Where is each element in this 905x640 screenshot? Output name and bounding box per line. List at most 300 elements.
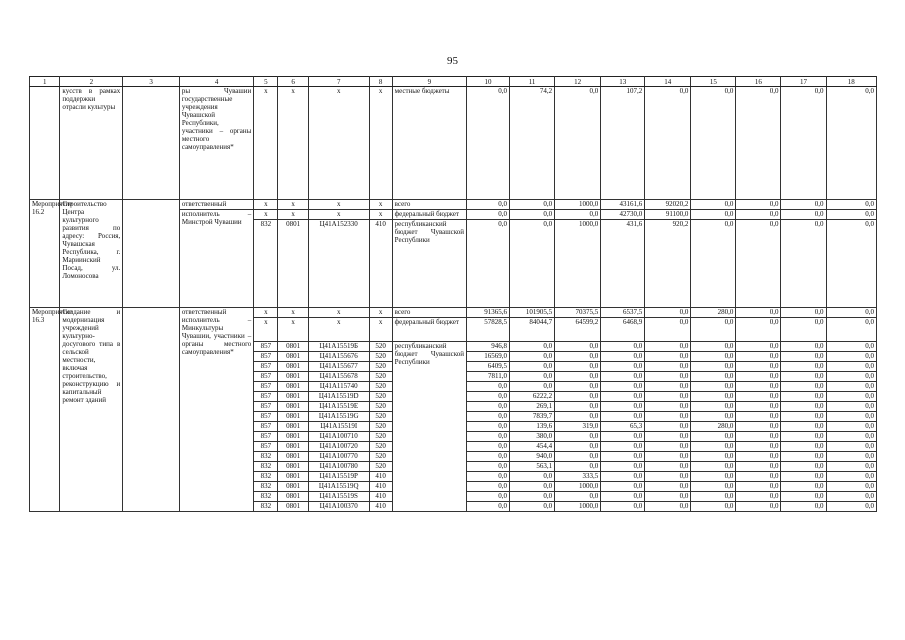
value-cell: 0,0	[736, 210, 781, 220]
value-cell: 0,0	[555, 382, 601, 392]
table-cell	[123, 200, 180, 308]
header-cell: 8	[369, 77, 392, 87]
value-cell: 0,0	[467, 482, 510, 492]
header-cell: 17	[781, 77, 826, 87]
value-cell: 0,0	[826, 502, 876, 512]
value-cell: 0,0	[736, 362, 781, 372]
value-cell: 0,0	[645, 482, 691, 492]
table-cell: 0801	[278, 372, 308, 382]
value-cell: 0,0	[736, 492, 781, 502]
value-cell: 0,0	[510, 362, 555, 372]
value-cell: 0,0	[645, 372, 691, 382]
table-cell: 857	[254, 422, 278, 432]
value-cell: 0,0	[826, 392, 876, 402]
value-cell: 1000,0	[555, 200, 601, 210]
value-cell: 70375,5	[555, 308, 601, 318]
value-cell: 0,0	[736, 352, 781, 362]
value-cell: 0,0	[826, 87, 876, 200]
value-cell: 0,0	[826, 412, 876, 422]
table-cell: Ц41А15519D	[308, 392, 369, 402]
value-cell: 0,0	[467, 492, 510, 502]
table-cell: x	[308, 210, 369, 220]
value-cell: 0,0	[826, 492, 876, 502]
value-cell: 6468,9	[601, 318, 645, 342]
table-cell: 410	[369, 502, 392, 512]
value-cell: 0,0	[467, 220, 510, 308]
value-cell: 0,0	[645, 452, 691, 462]
table-cell: 832	[254, 462, 278, 472]
table-cell: 857	[254, 382, 278, 392]
header-cell: 11	[510, 77, 555, 87]
value-cell: 0,0	[601, 482, 645, 492]
value-cell: 0,0	[826, 432, 876, 442]
value-cell: 139,6	[510, 422, 555, 432]
value-cell: 0,0	[467, 472, 510, 482]
value-cell: 0,0	[781, 362, 826, 372]
value-cell: 0,0	[555, 402, 601, 412]
table-cell: x	[308, 318, 369, 342]
table-cell: x	[254, 318, 278, 342]
value-cell: 0,0	[467, 462, 510, 472]
header-cell: 16	[736, 77, 781, 87]
value-cell: 0,0	[781, 462, 826, 472]
value-cell: 0,0	[601, 412, 645, 422]
table-cell: 0801	[278, 342, 308, 352]
value-cell: 333,5	[555, 472, 601, 482]
value-cell: 0,0	[781, 412, 826, 422]
value-cell: 0,0	[691, 352, 736, 362]
table-cell: 857	[254, 412, 278, 422]
value-cell: 1000,0	[555, 502, 601, 512]
value-cell: 0,0	[691, 87, 736, 200]
value-cell: 16569,0	[467, 352, 510, 362]
value-cell: 0,0	[736, 200, 781, 210]
table-cell: Ц41А15519S	[308, 492, 369, 502]
value-cell: 0,0	[826, 452, 876, 462]
header-cell: 5	[254, 77, 278, 87]
value-cell: 0,0	[645, 362, 691, 372]
header-cell: 7	[308, 77, 369, 87]
table-cell: Ц41А15519E	[308, 402, 369, 412]
value-cell: 0,0	[555, 412, 601, 422]
value-cell: 0,0	[601, 452, 645, 462]
value-cell: 0,0	[781, 432, 826, 442]
table-cell: Ц41А15519G	[308, 412, 369, 422]
table-cell: ответственный	[179, 200, 253, 210]
value-cell: 0,0	[467, 87, 510, 200]
value-cell: 0,0	[601, 352, 645, 362]
value-cell: 0,0	[781, 87, 826, 200]
value-cell: 0,0	[826, 472, 876, 482]
table-cell: x	[369, 87, 392, 200]
value-cell: 0,0	[601, 402, 645, 412]
table-cell: 857	[254, 392, 278, 402]
value-cell: 42730,0	[601, 210, 645, 220]
value-cell: 0,0	[601, 392, 645, 402]
value-cell: 0,0	[691, 402, 736, 412]
value-cell: 0,0	[691, 482, 736, 492]
table-cell	[30, 87, 60, 200]
value-cell: 0,0	[645, 502, 691, 512]
value-cell: 0,0	[736, 422, 781, 432]
header-cell: 10	[467, 77, 510, 87]
table-cell: 0801	[278, 422, 308, 432]
value-cell: 0,0	[510, 220, 555, 308]
value-cell: 74,2	[510, 87, 555, 200]
value-cell: 0,0	[467, 210, 510, 220]
value-cell: 0,0	[601, 502, 645, 512]
table-cell: x	[278, 200, 308, 210]
table-cell: x	[369, 210, 392, 220]
value-cell: 107,2	[601, 87, 645, 200]
value-cell: 0,0	[645, 492, 691, 502]
table-cell: x	[254, 87, 278, 200]
value-cell: 84044,7	[510, 318, 555, 342]
value-cell: 0,0	[645, 352, 691, 362]
value-cell: 0,0	[510, 210, 555, 220]
value-cell: 0,0	[467, 402, 510, 412]
value-cell: 269,1	[510, 402, 555, 412]
table-cell: Ц41А100780	[308, 462, 369, 472]
value-cell: 0,0	[467, 392, 510, 402]
table-cell: 520	[369, 412, 392, 422]
table-cell: 410	[369, 220, 392, 308]
value-cell: 0,0	[691, 412, 736, 422]
table-cell: Ц41А15519I	[308, 422, 369, 432]
table-cell: 0801	[278, 482, 308, 492]
value-cell: 0,0	[691, 372, 736, 382]
value-cell: 0,0	[736, 308, 781, 318]
value-cell: 0,0	[555, 372, 601, 382]
value-cell: 0,0	[691, 342, 736, 352]
value-cell: 0,0	[736, 502, 781, 512]
value-cell: 380,0	[510, 432, 555, 442]
value-cell: 0,0	[645, 412, 691, 422]
value-cell: 0,0	[467, 452, 510, 462]
value-cell: 0,0	[645, 462, 691, 472]
table-cell: Ц41А152330	[308, 220, 369, 308]
table-cell: Ц41А100370	[308, 502, 369, 512]
value-cell: 0,0	[781, 502, 826, 512]
table-cell: x	[278, 318, 308, 342]
table-cell: x	[369, 318, 392, 342]
value-cell: 0,0	[510, 492, 555, 502]
value-cell: 563,1	[510, 462, 555, 472]
table-body	[30, 77, 877, 512]
table-cell: 857	[254, 442, 278, 452]
value-cell: 7839,7	[510, 412, 555, 422]
header-cell: 13	[601, 77, 645, 87]
value-cell: 1000,0	[555, 220, 601, 308]
budget-table	[29, 76, 877, 512]
table-cell: x	[278, 308, 308, 318]
table-cell: 832	[254, 472, 278, 482]
table-cell: x	[308, 308, 369, 318]
table-cell: 857	[254, 402, 278, 412]
table-cell: Ц41А100770	[308, 452, 369, 462]
value-cell: 0,0	[781, 318, 826, 342]
header-cell: 18	[826, 77, 876, 87]
value-cell: 946,8	[467, 342, 510, 352]
value-cell: 0,0	[691, 472, 736, 482]
value-cell: 0,0	[645, 87, 691, 200]
table-cell: x	[369, 200, 392, 210]
value-cell: 64599,2	[555, 318, 601, 342]
table-cell: 410	[369, 482, 392, 492]
table-cell: 0801	[278, 382, 308, 392]
table-cell: 832	[254, 452, 278, 462]
value-cell: 0,0	[467, 412, 510, 422]
table-cell: Ц41А155676	[308, 352, 369, 362]
table-cell: Ц41А100710	[308, 432, 369, 442]
value-cell: 0,0	[601, 472, 645, 482]
value-cell: 0,0	[781, 422, 826, 432]
value-cell: 0,0	[826, 402, 876, 412]
value-cell: 0,0	[691, 220, 736, 308]
value-cell: 940,0	[510, 452, 555, 462]
value-cell: 0,0	[645, 318, 691, 342]
value-cell: 0,0	[691, 362, 736, 372]
value-cell: 0,0	[645, 432, 691, 442]
table-cell: x	[254, 308, 278, 318]
value-cell: 0,0	[555, 392, 601, 402]
value-cell: 431,6	[601, 220, 645, 308]
value-cell: 0,0	[467, 200, 510, 210]
table-cell: 0801	[278, 502, 308, 512]
table-cell: Ц41А15519Б	[308, 342, 369, 352]
value-cell: 0,0	[781, 492, 826, 502]
value-cell: 920,2	[645, 220, 691, 308]
value-cell: 0,0	[826, 352, 876, 362]
value-cell: 280,0	[691, 422, 736, 432]
table-cell: 857	[254, 352, 278, 362]
value-cell: 0,0	[555, 492, 601, 502]
value-cell: 0,0	[601, 362, 645, 372]
table-cell: 410	[369, 492, 392, 502]
header-cell: 6	[278, 77, 308, 87]
source-cell: всего	[392, 200, 466, 210]
measure-id: Мероприятие 16.3	[30, 308, 60, 512]
value-cell: 91365,6	[467, 308, 510, 318]
value-cell: 0,0	[736, 432, 781, 442]
value-cell: 0,0	[781, 392, 826, 402]
value-cell: 0,0	[781, 200, 826, 210]
value-cell: 0,0	[691, 318, 736, 342]
table-cell: 520	[369, 462, 392, 472]
table-cell: x	[308, 87, 369, 200]
value-cell: 0,0	[555, 432, 601, 442]
table-cell: Ц41А15519P	[308, 472, 369, 482]
table-cell	[123, 308, 180, 512]
value-cell: 0,0	[826, 318, 876, 342]
value-cell: 0,0	[467, 502, 510, 512]
measure-name: Создание и модернизация учреждений культурно-досугового типа в сельской местности, включая строительство, реконструкцию и капитальный ремонт зданий	[60, 308, 123, 512]
table-cell: 832	[254, 220, 278, 308]
table-cell: 520	[369, 402, 392, 412]
value-cell: 0,0	[510, 372, 555, 382]
value-cell: 0,0	[781, 442, 826, 452]
value-cell: 0,0	[736, 318, 781, 342]
header-cell: 3	[123, 77, 180, 87]
value-cell: 0,0	[691, 502, 736, 512]
value-cell: 0,0	[510, 200, 555, 210]
value-cell: 454,4	[510, 442, 555, 452]
value-cell: 43161,6	[601, 200, 645, 210]
table-cell	[123, 87, 180, 200]
table-cell: 832	[254, 482, 278, 492]
value-cell: 0,0	[555, 87, 601, 200]
value-cell: 0,0	[736, 382, 781, 392]
table-cell: 857	[254, 372, 278, 382]
table-cell: 0801	[278, 352, 308, 362]
value-cell: 0,0	[826, 362, 876, 372]
value-cell: 6537,5	[601, 308, 645, 318]
table-cell: Ц41А155678	[308, 372, 369, 382]
source-cell: федеральный бюджет	[392, 210, 466, 220]
source-cell: республиканский бюджет Чувашской Республики	[392, 342, 466, 512]
header-cell: 4	[179, 77, 253, 87]
value-cell: 1000,0	[555, 482, 601, 492]
value-cell: 0,0	[781, 402, 826, 412]
executor-cell: исполнитель – Минстрой Чувашии	[179, 210, 253, 308]
table-cell: 0801	[278, 492, 308, 502]
value-cell: 0,0	[736, 482, 781, 492]
header-cell: 2	[60, 77, 123, 87]
table-cell: 520	[369, 442, 392, 452]
table-cell: 0801	[278, 412, 308, 422]
value-cell: 0,0	[736, 472, 781, 482]
table-cell: 520	[369, 392, 392, 402]
value-cell: 0,0	[781, 382, 826, 392]
value-cell: 0,0	[736, 342, 781, 352]
value-cell: 0,0	[691, 462, 736, 472]
measure-name: Строительство Центра культурного развития по адресу: Россия, Чувашская Республика, г. Мариинский Посад, ул. Ломоносова	[60, 200, 123, 308]
value-cell: 0,0	[601, 442, 645, 452]
value-cell: 0,0	[510, 472, 555, 482]
value-cell: 0,0	[467, 442, 510, 452]
value-cell: 0,0	[736, 452, 781, 462]
value-cell: 0,0	[781, 472, 826, 482]
value-cell: 0,0	[826, 200, 876, 210]
table-cell: 520	[369, 372, 392, 382]
block3-row	[30, 308, 877, 318]
value-cell: 6409,5	[467, 362, 510, 372]
value-cell: 0,0	[555, 210, 601, 220]
value-cell: 0,0	[781, 210, 826, 220]
table-cell: 857	[254, 362, 278, 372]
value-cell: 0,0	[645, 422, 691, 432]
value-cell: 101905,5	[510, 308, 555, 318]
table-cell: 0801	[278, 442, 308, 452]
value-cell: 0,0	[691, 432, 736, 442]
executor-cell: ответственный исполнитель – Минкультуры Чувашии, участники – органы местного самоуправления*	[179, 308, 253, 512]
source-cell: всего	[392, 308, 466, 318]
table-cell: 0801	[278, 472, 308, 482]
table-cell: 0801	[278, 392, 308, 402]
value-cell: 0,0	[555, 442, 601, 452]
table-cell: Ц41А155677	[308, 362, 369, 372]
value-cell: 0,0	[555, 452, 601, 462]
value-cell: 0,0	[826, 442, 876, 452]
table-cell: x	[369, 308, 392, 318]
header-cell: 1	[30, 77, 60, 87]
value-cell: 0,0	[826, 382, 876, 392]
value-cell: 0,0	[645, 308, 691, 318]
table-cell: 520	[369, 362, 392, 372]
value-cell: 0,0	[510, 382, 555, 392]
header-cell: 9	[392, 77, 466, 87]
value-cell: 0,0	[826, 422, 876, 432]
source-cell: республиканский бюджет Чувашской Республики	[392, 220, 466, 308]
value-cell: 0,0	[781, 372, 826, 382]
value-cell: 0,0	[555, 462, 601, 472]
table-cell: 0801	[278, 432, 308, 442]
value-cell: 91100,0	[645, 210, 691, 220]
value-cell: 0,0	[736, 462, 781, 472]
header-cell: 14	[645, 77, 691, 87]
table-cell: 857	[254, 432, 278, 442]
table-cell: Ц41А115740	[308, 382, 369, 392]
value-cell: 0,0	[736, 220, 781, 308]
measure-id: Мероприятие 16.2	[30, 200, 60, 308]
table-cell: 832	[254, 502, 278, 512]
value-cell: 0,0	[781, 220, 826, 308]
value-cell: 57828,5	[467, 318, 510, 342]
value-cell: 0,0	[826, 482, 876, 492]
table-cell: 520	[369, 422, 392, 432]
value-cell: 0,0	[736, 87, 781, 200]
value-cell: 92020,2	[645, 200, 691, 210]
block2-row	[30, 200, 877, 210]
value-cell: 319,0	[555, 422, 601, 432]
value-cell: 0,0	[601, 492, 645, 502]
value-cell: 0,0	[555, 352, 601, 362]
executor-cell: ры Чувашии государственные учреждения Чувашской Республики, участники – органы местного самоуправления*	[179, 87, 253, 200]
page-number: 95	[447, 55, 458, 67]
value-cell: 0,0	[510, 482, 555, 492]
table-cell: 520	[369, 352, 392, 362]
source-cell: федеральный бюджет	[392, 318, 466, 342]
value-cell: 0,0	[467, 422, 510, 432]
value-cell: 0,0	[467, 382, 510, 392]
value-cell: 0,0	[691, 492, 736, 502]
table-cell: 0801	[278, 462, 308, 472]
table-cell: 520	[369, 452, 392, 462]
value-cell: 0,0	[826, 462, 876, 472]
measure-name: кусств в рамках поддержки отрасли культуры	[60, 87, 123, 200]
header-cell: 12	[555, 77, 601, 87]
table-cell: 0801	[278, 362, 308, 372]
value-cell: 0,0	[510, 342, 555, 352]
value-cell: 0,0	[826, 342, 876, 352]
value-cell: 0,0	[645, 392, 691, 402]
table-cell: x	[254, 200, 278, 210]
value-cell: 0,0	[645, 472, 691, 482]
value-cell: 280,0	[691, 308, 736, 318]
value-cell: 0,0	[691, 382, 736, 392]
table-cell: x	[308, 200, 369, 210]
value-cell: 0,0	[645, 342, 691, 352]
table-cell: 520	[369, 382, 392, 392]
header-cell: 15	[691, 77, 736, 87]
value-cell: 0,0	[601, 462, 645, 472]
value-cell: 0,0	[601, 372, 645, 382]
value-cell: 7811,0	[467, 372, 510, 382]
value-cell: 0,0	[510, 352, 555, 362]
table-cell: 832	[254, 492, 278, 502]
header-row	[30, 77, 877, 87]
value-cell: 0,0	[555, 362, 601, 372]
